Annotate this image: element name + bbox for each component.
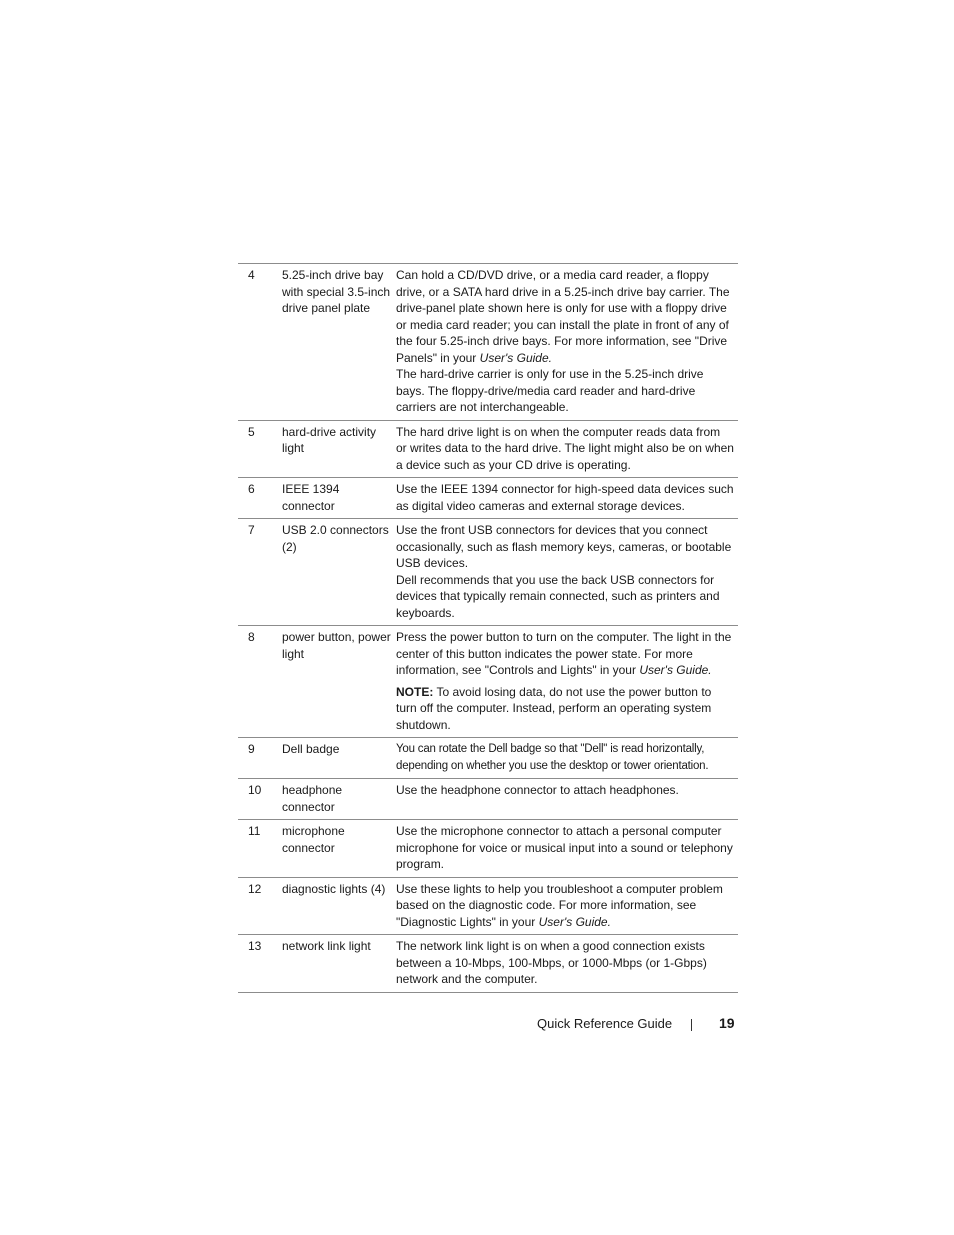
guide-reference: User's Guide. [479,350,552,365]
row-number: 10 [248,783,262,797]
component-name: headphone connector [282,783,343,814]
component-name: network link light [282,939,371,953]
description-text: Use the front USB connectors for devices that you connect occasionally, such as flash memory keys, cameras, or bootable USB devices. [396,523,732,570]
table-row [238,738,738,779]
component-description [396,264,738,421]
table-row [238,820,738,878]
component-description [396,626,738,738]
component-description [396,877,738,935]
component-name: microphone connector [282,824,345,855]
table-row [238,519,738,626]
component-description: The hard drive light is on when the computer reads data from or writes data to the hard drive. The light might also be on when a device such as your CD drive is operating. [396,424,734,472]
row-number: 9 [248,742,255,756]
note-text: To avoid losing data, do not use the power button to turn off the computer. Instead, perform an operating system shutdown. [396,684,712,732]
guide-reference: User's Guide. [538,914,611,929]
component-description: Use the headphone connector to attach headphones. [396,783,679,797]
description-text: Press the power button to turn on the computer. The light in the center of this button indicates the power state. For more information, see "Controls and Lights" in your [396,630,732,677]
row-number: 12 [248,881,262,896]
component-description: Use the IEEE 1394 connector for high-speed data devices such as digital video cameras and external storage devices. [396,482,734,513]
components-table [238,263,738,993]
note-label: NOTE: [396,684,434,699]
row-number: 7 [248,523,255,537]
row-number: 5 [248,424,255,439]
component-name: USB 2.0 connectors (2) [282,523,389,554]
component-name: IEEE 1394 connector [282,482,340,513]
component-name: diagnostic lights (4) [282,881,386,896]
description-text: Dell recommends that you use the back USB connectors for devices that typically remain connected, such as printers and keyboards. [396,572,720,620]
component-description: You can rotate the Dell badge so that "Dell" is read horizontally, depending on whether you use the desktop or tower orientation. [396,743,709,772]
footer-divider [691,1019,692,1031]
component-description [396,519,738,626]
component-description: The network link light is on when a good connection exists between a 10-Mbps, 100-Mbps, or 1000-Mbps (or 1-Gbps) network and the computer. [396,939,707,986]
table-row [238,779,738,820]
component-description: Use the microphone connector to attach a personal computer microphone for voice or musical input into a sound or telephony program. [396,824,733,871]
component-name: 5.25-inch drive bay with special 3.5-inch drive panel plate [282,268,391,315]
note [396,684,734,734]
row-number: 11 [248,824,261,838]
row-number: 4 [248,268,255,282]
table-row [238,626,738,738]
table-row [238,264,738,421]
description-text: The hard-drive carrier is only for use in the 5.25-inch drive bays. The floppy-drive/media card reader and hard-drive carriers are not interchangeable. [396,367,704,414]
guide-reference: User's Guide. [639,663,712,677]
description-text: Use these lights to help you troubleshoot a computer problem based on the diagnostic code. For more information, see "Diagnostic Lights" in your [396,881,723,929]
table-row [238,877,738,935]
footer-guide-title: Quick Reference Guide [537,1016,673,1031]
row-number: 8 [248,630,255,644]
component-name: hard-drive activity light [282,424,377,455]
component-name: Dell badge [282,742,340,756]
component-name: power button, power light [282,630,391,661]
table-row [238,478,738,519]
row-number: 6 [248,482,255,496]
table-row [238,420,738,478]
row-number: 13 [248,939,262,953]
description-text: Can hold a CD/DVD drive, or a media card reader, a floppy drive, or a SATA hard drive in a 5.25-inch drive bay carrier. The drive-panel plate shown here is only for use with a floppy drive or media card reader; you can install the plate in front of any of the four 5.25-inch drive bays. For more information, see "Drive Panels" in your [396,268,730,365]
page-number: 19 [719,1015,735,1031]
table-row [238,935,738,993]
